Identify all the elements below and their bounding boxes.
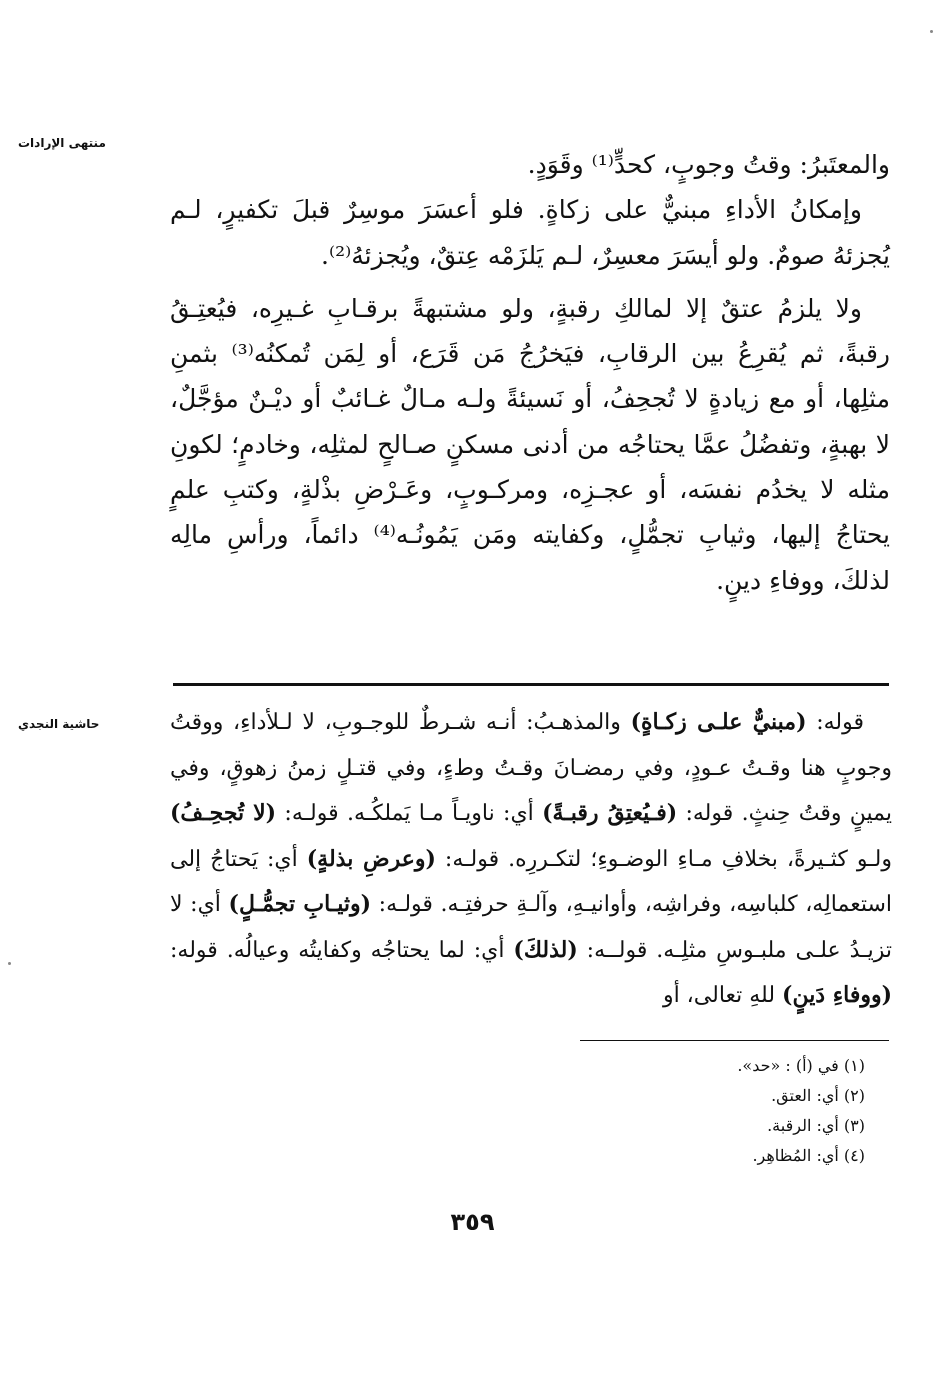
commentary-text: أي: لما يحتاجُه وكفايتُه وعيالُه. قوله: <box>170 937 514 963</box>
section-divider <box>173 683 889 686</box>
commentary-text: والمذهـبُ: أنـه شـرطٌ للوجـوبِ، لا لـلأداءِ، ووقتُ وجوبٍ هنا وقـتُ عـودٍ، وفي رمضـانَ وقـتُ وطءٍ، وفي قتـلٍ زمنُ زهوقٍ، وفي يمينٍ وقتُ حِنثٍ. قوله: <box>170 710 893 826</box>
commentary-quote: (مبنيٌّ علـى زكـاةٍ) <box>630 709 807 735</box>
commentary-quote: (لذلكَ) <box>513 936 578 963</box>
main-text-block <box>170 142 890 603</box>
main-paragraph: ولا يلزمُ عتقٌ إلا لمالكِ رقبةٍ، ولو مشتبهةً برقـابِ غـيرِه، فيُعتِـقُ رقبةً، ثم يُقرِعُ بين الرقابِ، فيَخرُجُ مَن قَرَع، أو لِمَن تُمكنُه⁽³⁾ بثمنِ مثلِها، أو مع زيادةٍ لا تُجحِفُ، أو نَسيئةً ولـه مـالٌ غـائبٌ أو ديْـنٌ مؤجَّلٌ، لا بهبةٍ، وتفضُلُ عمَّا يحتاجُه من أدنى مسكنٍ صـالحٍ لمثلِه، وخادمٍ؛ لكونِ مثله لا يخدُم نفسَه، أو عجـزِه، ومركـوبٍ، وعَـرْضِ بذْلةٍ، وكتبِ علمٍ يحتاجُ إليها، وثيابِ تجمُّلٍ، وكفايته ومَن يَمُونُـه⁽⁴⁾ دائماً، ورأسِ مالِه لذلكَ، ووفاءِ دينٍ. <box>170 293 891 595</box>
commentary-text: أي: لا تزيـدُ علـى ملبـوسِ مثلِـه. قولــه: <box>170 892 892 963</box>
commentary-block <box>170 700 892 1019</box>
footnote-item: (١) في (أ) : «حد». <box>737 1056 865 1075</box>
commentary-quote: (فـيُعتِقُ رقبـةً) <box>542 800 678 826</box>
commentary-text: أي: يَحتاجُ إلى استعمالِه، كلباسِه، وفراشِه، وأوانيـهِ، وآلـةِ حرفتِـه. قولـه: <box>170 846 893 917</box>
commentary-text: ولـو كثـيرةً، بخلافِ مـاءِ الوضـوءِ؛ لتكـررِه. قولـه: <box>435 846 892 872</box>
footnote-rule <box>580 1040 889 1041</box>
commentary-text: قوله: <box>806 710 864 735</box>
main-paragraph: والمعتَبرُ: وقتُ وجوبٍ، كحدٍّ⁽¹⁾ وقَوَدٍ. <box>527 150 890 179</box>
footnote-item: (٣) أي: الرقبة. <box>767 1116 865 1135</box>
footnotes-list <box>737 1051 865 1171</box>
commentary-text: للهِ تعالى، أو <box>662 983 783 1008</box>
commentary-quote: (وثيـابِ تجمُّـلٍ) <box>228 891 372 917</box>
main-paragraph: وإمكانُ الأداءِ مبنيٌّ على زكاةٍ. فلو أعسَرَ موسِرٌ قبلَ تكفيرٍ، لـم يُجزئهُ صومٌ. ولو أيسَرَ معسِرٌ، لـم يَلزَمْه عِتقٌ، ويُجزئهُ⁽²⁾. <box>170 195 890 270</box>
scan-speck <box>930 30 933 33</box>
commentary-label: حاشية النجدي <box>18 717 100 731</box>
book-title-label: منتهى الإرادات <box>18 136 106 150</box>
commentary-text: أي: ناويـاً مـا يَملكُـه. قولـه: <box>276 801 543 826</box>
commentary-quote: (لا تُجحِـفُ) <box>170 800 277 826</box>
commentary-quote: (وعرضِ بذلةٍ) <box>306 845 436 872</box>
footnote-item: (٢) أي: العتق. <box>771 1086 865 1105</box>
commentary-quote: (ووفاءِ دَينٍ) <box>782 982 892 1008</box>
footnote-item: (٤) أي: المُظاهِر. <box>752 1146 865 1165</box>
page-number: ٣٥٩ <box>450 1208 495 1236</box>
commentary-paragraph <box>170 700 892 1019</box>
scan-speck <box>8 962 11 965</box>
